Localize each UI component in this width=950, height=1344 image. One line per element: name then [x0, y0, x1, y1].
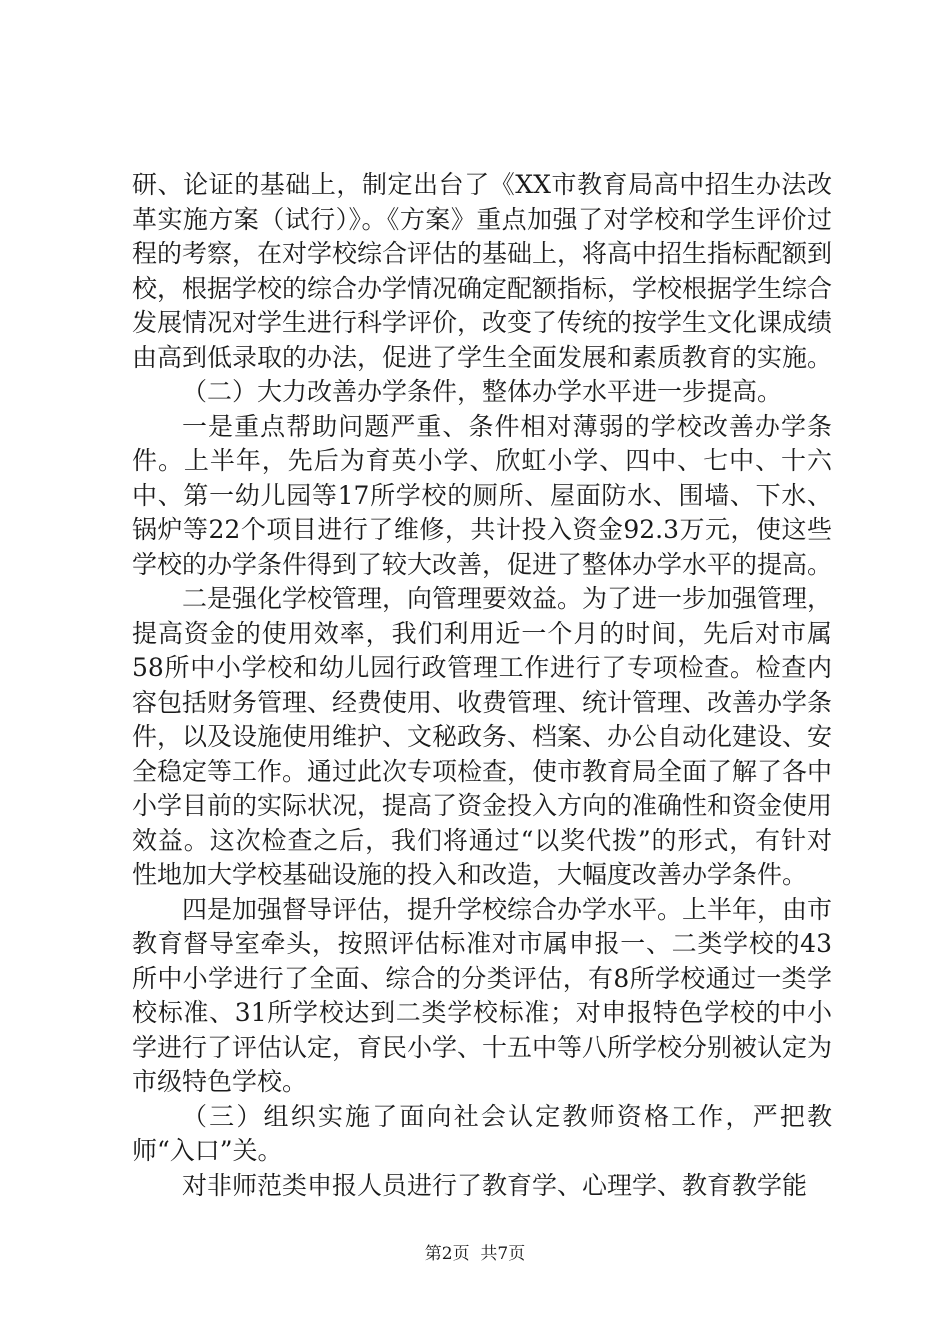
paragraph-4: 二是强化学校管理，向管理要效益。为了进一步加强管理，提高资金的使用效率，我们利用近一个月的时间，先后对市属58所中小学校和幼儿园行政管理工作进行了专项检查。检查内容包括财务管理、经费使用、收费管理、统计管理、改善办学条件，以及设施使用维护、文秘政务、档案、办公自动化建设、安全稳定等工作。通过此次专项检查，使市教育局全面了解了各中小学目前的实际状况，提高了资金投入方向的准确性和资金使用效益。这次检查之后，我们将通过“以奖代拨”的形式，有针对性地加大学校基础设施的投入和改造，大幅度改善办学条件。: [132, 584, 833, 889]
page-number: 第2页: [424, 1244, 470, 1264]
paragraph-7: 对非师范类申报人员进行了教育学、心理学、教育教学能: [182, 1170, 808, 1200]
paragraph-3: 一是重点帮助问题严重、条件相对薄弱的学校改善办学条件。上半年，先后为育英小学、欣虹小学、四中、七中、十六中、第一幼儿园等17所学校的厕所、屋面防水、围墙、下水、锅炉等22个项目进行了维修，共计投入资金92.3万元，使这些学校的办学条件得到了较大改善，促进了整体办学水平的提高。: [132, 411, 833, 579]
page-total: 共7页: [480, 1244, 526, 1264]
paragraph-1: 研、论证的基础上，制定出台了《XX市教育局高中招生办法改革实施方案（试行）》。《方案》重点加强了对学校和学生评价过程的考察，在对学校综合评估的基础上，将高中招生指标配额到校，根据学校的综合办学情况确定配额指标，学校根据学生综合发展情况对学生进行科学评价，改变了传统的按学生文化课成绩由高到低录取的办法，促进了学生全面发展和素质教育的实施。: [132, 170, 833, 372]
paragraph-5: 四是加强督导评估，提升学校综合办学水平。上半年，由市教育督导室牵头，按照评估标准对市属申报一、二类学校的43所中小学进行了全面、综合的分类评估，有8所学校通过一类学校标准、31所学校达到二类学校标准；对申报特色学校的中小学进行了评估认定，育民小学、十五中等八所学校分别被认定为市级特色学校。: [132, 894, 833, 1096]
document-body: [132, 168, 832, 1203]
paragraph-6-heading: （三）组织实施了面向社会认定教师资格工作，严把教师“入口”关。: [132, 1101, 832, 1165]
paragraph-2-heading: （二）大力改善办学条件，整体办学水平进一步提高。: [182, 377, 783, 406]
page-footer: [0, 1242, 950, 1266]
